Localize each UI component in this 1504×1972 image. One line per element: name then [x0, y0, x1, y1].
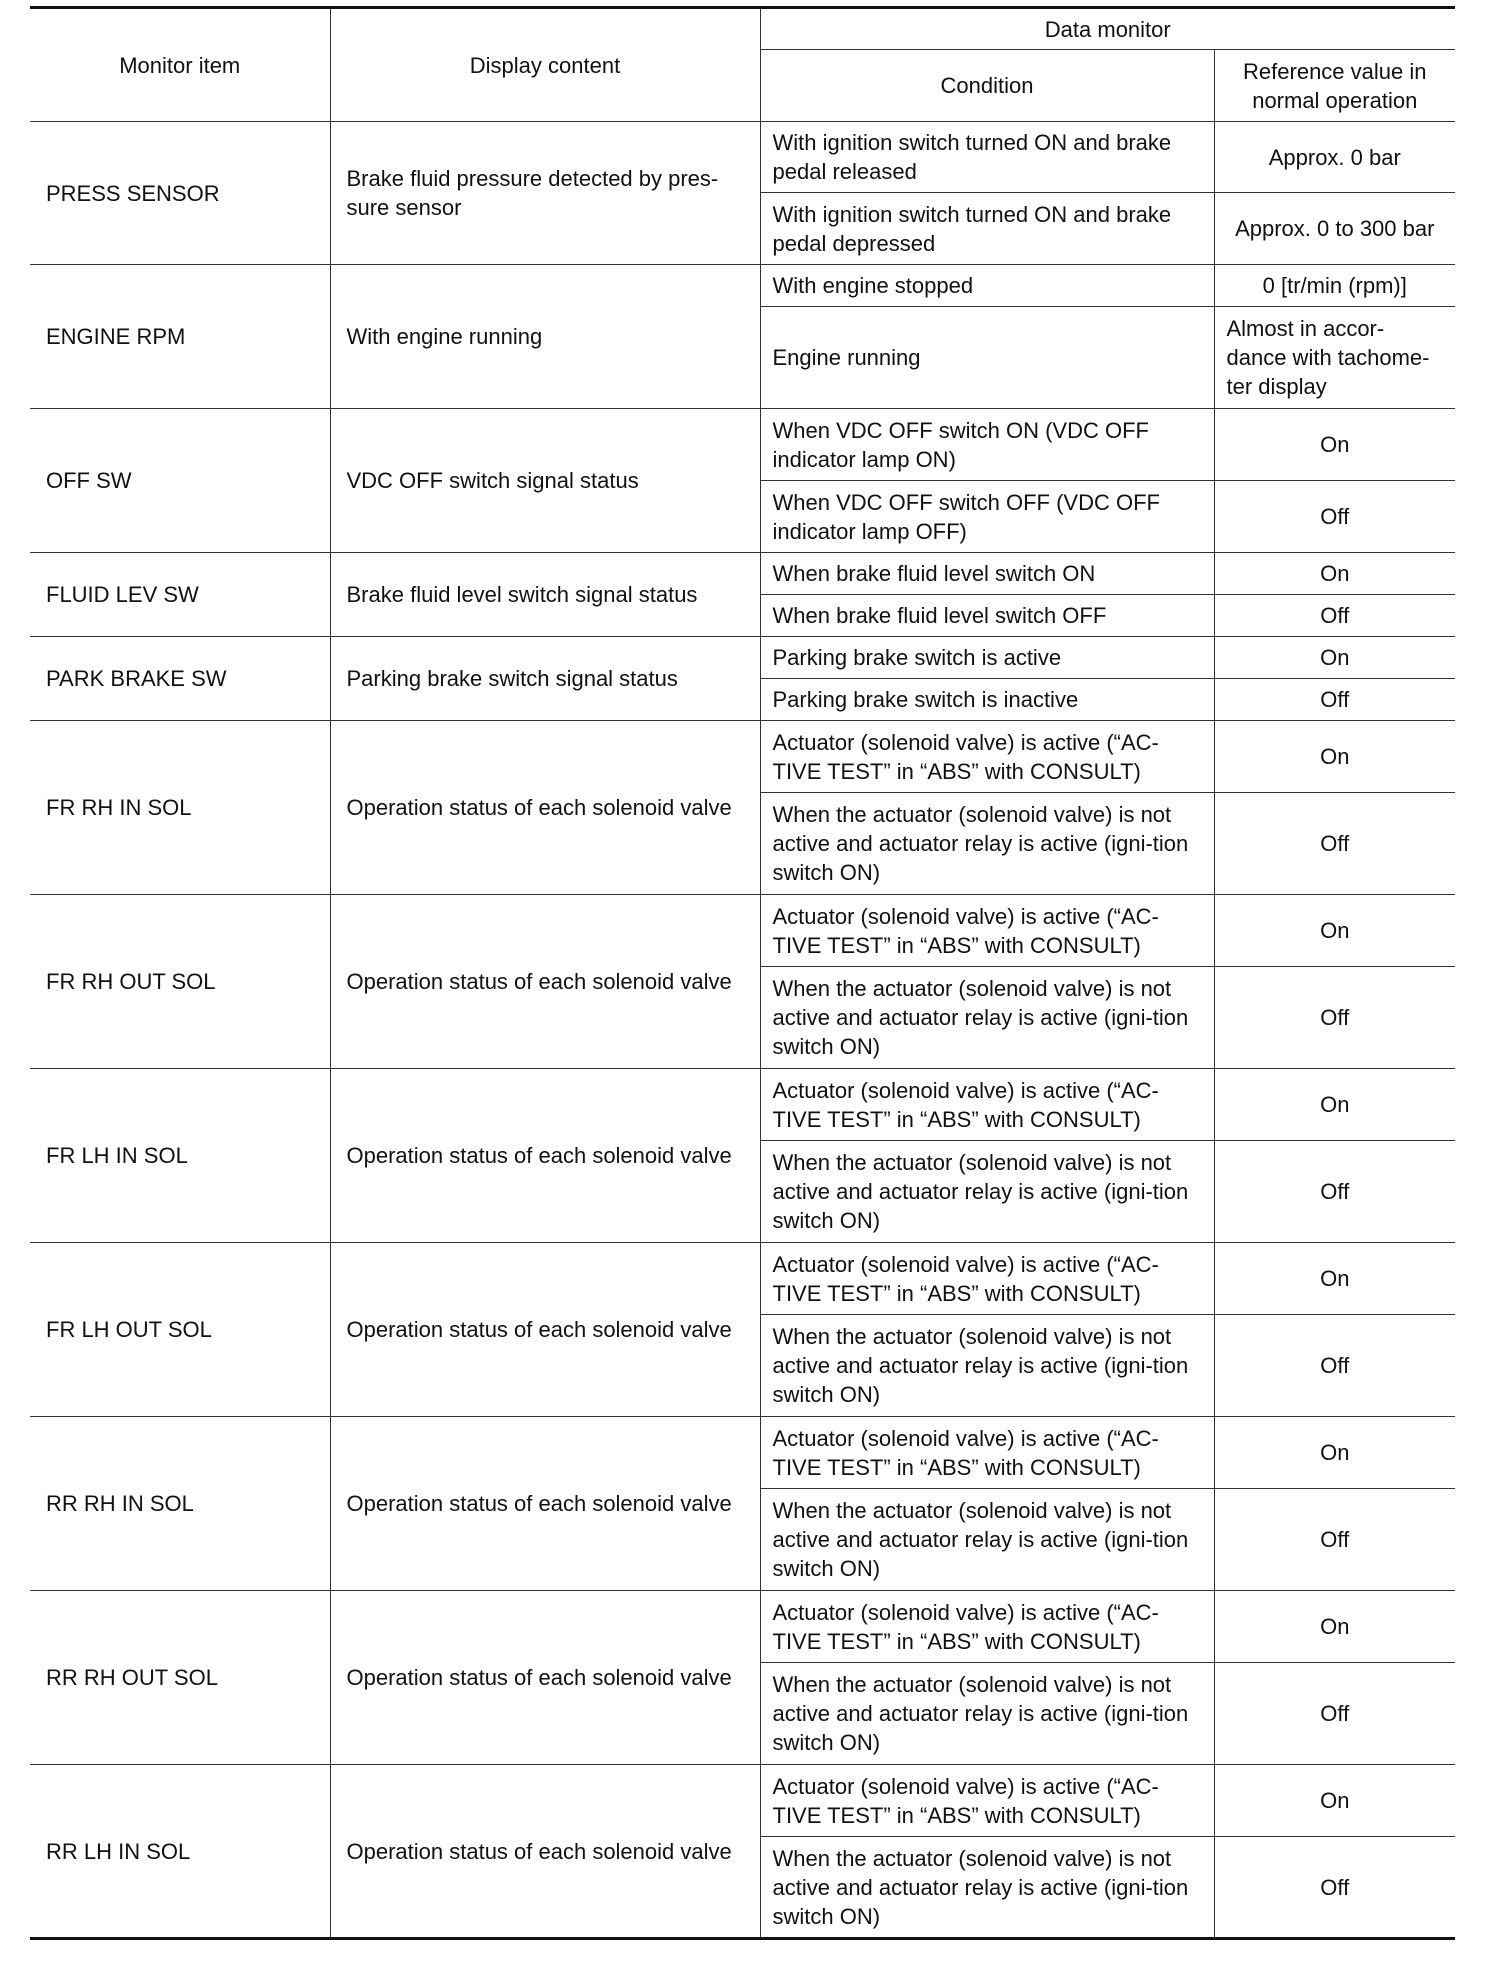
reference-value-cell: On: [1214, 721, 1455, 793]
monitor-item: RR LH IN SOL: [30, 1765, 330, 1939]
condition-cell: When the actuator (solenoid valve) is not active and actuator relay is active (igni-tion switch ON): [760, 1141, 1214, 1243]
table-body: [30, 122, 1455, 1939]
reference-value-cell: On: [1214, 553, 1455, 595]
reference-value-cell: On: [1214, 637, 1455, 679]
header-data-monitor: Data monitor: [760, 8, 1455, 50]
table-row: [30, 122, 1455, 193]
condition-cell: When brake fluid level switch OFF: [760, 595, 1214, 637]
condition-cell: Parking brake switch is inactive: [760, 679, 1214, 721]
condition-cell: When the actuator (solenoid valve) is not active and actuator relay is active (igni-tion switch ON): [760, 1837, 1214, 1939]
display-content: Brake fluid pressure detected by pres-sure sensor: [330, 122, 760, 265]
table-row: [30, 265, 1455, 307]
condition-cell: When the actuator (solenoid valve) is not active and actuator relay is active (igni-tion switch ON): [760, 793, 1214, 895]
reference-value-cell: On: [1214, 1243, 1455, 1315]
reference-value-cell: Off: [1214, 1837, 1455, 1939]
display-content: With engine running: [330, 265, 760, 409]
condition-cell: Actuator (solenoid valve) is active (“AC-TIVE TEST” in “ABS” with CONSULT): [760, 1591, 1214, 1663]
header-display-content: Display content: [330, 8, 760, 122]
table-row: [30, 1591, 1455, 1663]
display-content: Operation status of each solenoid valve: [330, 1765, 760, 1939]
monitor-item: OFF SW: [30, 409, 330, 553]
condition-cell: With engine stopped: [760, 265, 1214, 307]
monitor-item: FR RH IN SOL: [30, 721, 330, 895]
display-content: VDC OFF switch signal status: [330, 409, 760, 553]
header-reference-value: Reference value in normal operation: [1214, 50, 1455, 122]
display-content: Operation status of each solenoid valve: [330, 721, 760, 895]
condition-cell: When brake fluid level switch ON: [760, 553, 1214, 595]
condition-cell: With ignition switch turned ON and brake pedal released: [760, 122, 1214, 193]
display-content: Brake fluid level switch signal status: [330, 553, 760, 637]
reference-value-cell: On: [1214, 895, 1455, 967]
table-row: [30, 895, 1455, 967]
data-monitor-table: [30, 6, 1455, 1940]
condition-cell: When the actuator (solenoid valve) is not active and actuator relay is active (igni-tion switch ON): [760, 967, 1214, 1069]
condition-cell: When the actuator (solenoid valve) is not active and actuator relay is active (igni-tion switch ON): [760, 1315, 1214, 1417]
header-monitor-item: Monitor item: [30, 8, 330, 122]
condition-cell: When the actuator (solenoid valve) is not active and actuator relay is active (igni-tion switch ON): [760, 1489, 1214, 1591]
monitor-item: FR LH IN SOL: [30, 1069, 330, 1243]
header-condition: Condition: [760, 50, 1214, 122]
condition-cell: With ignition switch turned ON and brake pedal depressed: [760, 193, 1214, 265]
reference-value-cell: Off: [1214, 1141, 1455, 1243]
condition-cell: Actuator (solenoid valve) is active (“AC-TIVE TEST” in “ABS” with CONSULT): [760, 1765, 1214, 1837]
reference-value-cell: On: [1214, 1765, 1455, 1837]
condition-cell: When VDC OFF switch ON (VDC OFF indicator lamp ON): [760, 409, 1214, 481]
reference-value-cell: Almost in accor-dance with tachome-ter display: [1214, 307, 1455, 409]
reference-value-cell: Off: [1214, 481, 1455, 553]
display-content: Operation status of each solenoid valve: [330, 1417, 760, 1591]
reference-value-cell: On: [1214, 1417, 1455, 1489]
table-row: [30, 721, 1455, 793]
display-content: Operation status of each solenoid valve: [330, 1591, 760, 1765]
condition-cell: Actuator (solenoid valve) is active (“AC-TIVE TEST” in “ABS” with CONSULT): [760, 1417, 1214, 1489]
table-row: [30, 1765, 1455, 1837]
reference-value-cell: On: [1214, 409, 1455, 481]
reference-value-cell: On: [1214, 1069, 1455, 1141]
monitor-item: FLUID LEV SW: [30, 553, 330, 637]
reference-value-cell: On: [1214, 1591, 1455, 1663]
monitor-item: FR RH OUT SOL: [30, 895, 330, 1069]
display-content: Operation status of each solenoid valve: [330, 1069, 760, 1243]
reference-value-cell: Approx. 0 to 300 bar: [1214, 193, 1455, 265]
monitor-item: RR RH IN SOL: [30, 1417, 330, 1591]
monitor-item: FR LH OUT SOL: [30, 1243, 330, 1417]
table-row: [30, 553, 1455, 595]
reference-value-cell: Off: [1214, 1663, 1455, 1765]
monitor-item: PARK BRAKE SW: [30, 637, 330, 721]
condition-cell: Engine running: [760, 307, 1214, 409]
condition-cell: Actuator (solenoid valve) is active (“AC-TIVE TEST” in “ABS” with CONSULT): [760, 895, 1214, 967]
table-row: [30, 637, 1455, 679]
table-row: [30, 1417, 1455, 1489]
condition-cell: Actuator (solenoid valve) is active (“AC-TIVE TEST” in “ABS” with CONSULT): [760, 721, 1214, 793]
reference-value-cell: Off: [1214, 967, 1455, 1069]
display-content: Parking brake switch signal status: [330, 637, 760, 721]
reference-value-cell: Off: [1214, 679, 1455, 721]
reference-value-cell: Off: [1214, 1489, 1455, 1591]
table-row: [30, 409, 1455, 481]
table-row: [30, 1243, 1455, 1315]
monitor-item: PRESS SENSOR: [30, 122, 330, 265]
condition-cell: Actuator (solenoid valve) is active (“AC-TIVE TEST” in “ABS” with CONSULT): [760, 1243, 1214, 1315]
reference-value-cell: 0 [tr/min (rpm)]: [1214, 265, 1455, 307]
condition-cell: When VDC OFF switch OFF (VDC OFF indicator lamp OFF): [760, 481, 1214, 553]
reference-value-cell: Off: [1214, 1315, 1455, 1417]
condition-cell: Actuator (solenoid valve) is active (“AC-TIVE TEST” in “ABS” with CONSULT): [760, 1069, 1214, 1141]
table-row: [30, 1069, 1455, 1141]
display-content: Operation status of each solenoid valve: [330, 1243, 760, 1417]
reference-value-cell: Off: [1214, 595, 1455, 637]
display-content: Operation status of each solenoid valve: [330, 895, 760, 1069]
monitor-item: RR RH OUT SOL: [30, 1591, 330, 1765]
monitor-item: ENGINE RPM: [30, 265, 330, 409]
reference-value-cell: Approx. 0 bar: [1214, 122, 1455, 193]
reference-value-cell: Off: [1214, 793, 1455, 895]
condition-cell: When the actuator (solenoid valve) is not active and actuator relay is active (igni-tion switch ON): [760, 1663, 1214, 1765]
condition-cell: Parking brake switch is active: [760, 637, 1214, 679]
